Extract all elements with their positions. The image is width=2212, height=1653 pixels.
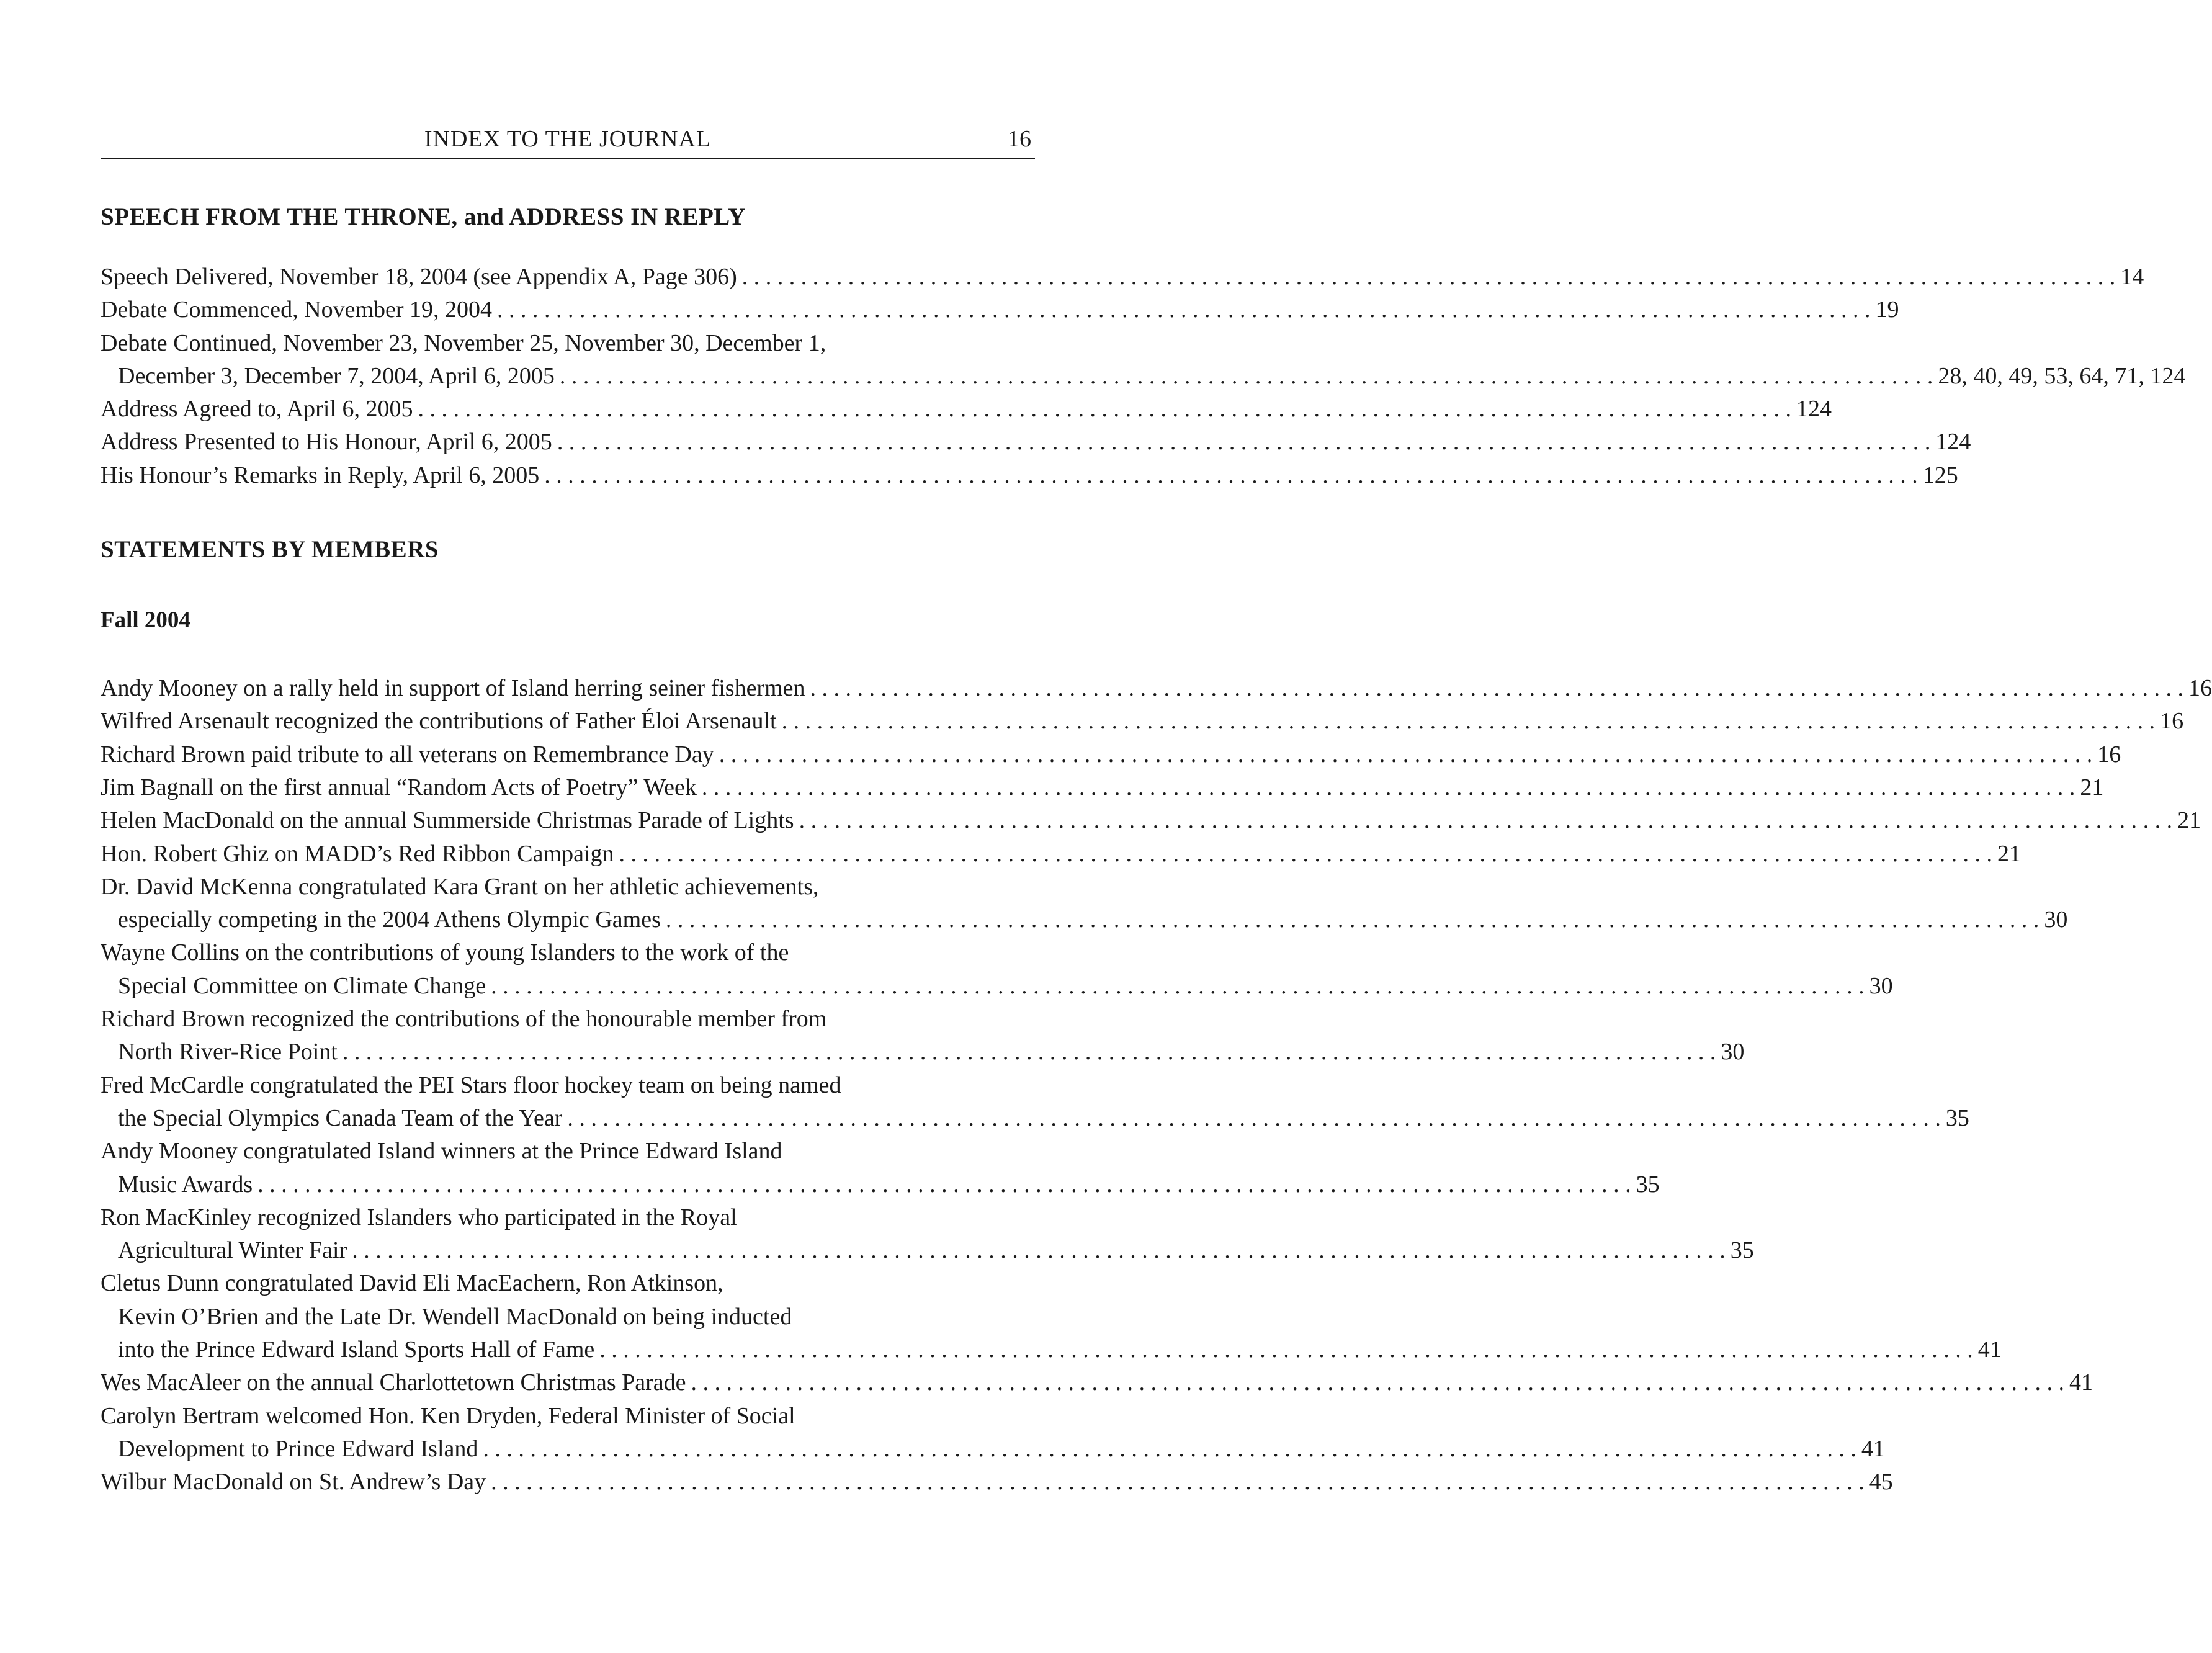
- dot-leader: [478, 1433, 1861, 1466]
- index-entry: [101, 738, 2121, 771]
- entry-line: [101, 1267, 1035, 1300]
- entry-line: [101, 1201, 1035, 1234]
- entry-text: into the Prince Edward Island Sports Hall of Fame: [118, 1337, 595, 1363]
- entry-page-ref: 30: [2044, 907, 2068, 933]
- index-entry: [101, 426, 1971, 459]
- entry-line: [101, 1400, 1035, 1433]
- entry-page-ref: 16: [2160, 708, 2184, 735]
- entry-line: [101, 804, 2201, 837]
- entry-line: [101, 426, 1971, 459]
- entry-page-ref: 35: [1636, 1171, 1660, 1198]
- entry-line: [101, 903, 2068, 936]
- index-entry: [101, 672, 2212, 705]
- index-entry: [101, 1267, 2002, 1366]
- entry-text: Wayne Collins on the contributions of young Islanders to the work of the: [101, 939, 789, 966]
- dot-leader: [794, 804, 2178, 837]
- entry-page-ref: 35: [1945, 1104, 1969, 1131]
- entry-line: [101, 738, 2121, 771]
- entry-text: Cletus Dunn congratulated David Eli MacEachern, Ron Atkinson,: [101, 1270, 723, 1297]
- dot-leader: [253, 1168, 1636, 1201]
- index-entry: [101, 293, 1899, 326]
- statement-entry-list: [101, 672, 2212, 1498]
- dot-leader: [413, 393, 1796, 426]
- entry-line: [101, 1069, 1035, 1102]
- entry-text: December 3, December 7, 2004, April 6, 2005: [118, 362, 555, 389]
- index-entry: [101, 1366, 2093, 1399]
- dot-leader: [777, 705, 2161, 738]
- entry-page-ref: 125: [1922, 462, 1958, 488]
- index-entry: [101, 1135, 1660, 1201]
- entry-page-ref: 41: [1861, 1435, 1885, 1462]
- index-entry: [101, 838, 2022, 871]
- entry-line: [101, 1301, 1035, 1333]
- entry-text: the Special Olympics Canada Team of the Year: [118, 1104, 563, 1131]
- entry-text: Fred McCardle congratulated the PEI Stars floor hockey team on being named: [101, 1072, 841, 1098]
- entry-text: Kevin O’Brien and the Late Dr. Wendell MacDonald on being inducted: [118, 1303, 792, 1330]
- dot-leader: [562, 1102, 1946, 1135]
- dot-leader: [714, 738, 2098, 771]
- entry-text: Andy Mooney on a rally held in support of Island herring seiner fishermen: [101, 675, 805, 702]
- entry-text: Jim Bagnall on the first annual “Random Acts of Poetry” Week: [101, 774, 697, 800]
- entry-line: [101, 1102, 1969, 1135]
- entry-line: [101, 838, 2022, 871]
- entry-line: [101, 393, 1832, 426]
- index-entry: [101, 261, 2144, 293]
- section-title-speech: SPEECH FROM THE THRONE, and ADDRESS IN REPLY: [101, 204, 746, 230]
- entry-line: [101, 293, 1899, 326]
- entry-line: [101, 970, 1893, 1003]
- index-entry: [101, 1201, 1754, 1268]
- index-entry: [101, 936, 1893, 1003]
- section-title-statements: STATEMENTS BY MEMBERS: [101, 536, 439, 563]
- entry-text: North River-Rice Point: [118, 1039, 338, 1065]
- entry-text: Wilbur MacDonald on St. Andrew’s Day: [101, 1469, 486, 1495]
- dot-leader: [555, 360, 1938, 393]
- entry-line: [101, 936, 1035, 969]
- subsection-title: Fall 2004: [101, 607, 190, 634]
- dot-leader: [347, 1234, 1731, 1267]
- entry-line: [101, 1333, 2002, 1366]
- entry-line: [101, 261, 2144, 293]
- entry-line: [101, 1466, 1893, 1498]
- entry-page-ref: 28, 40, 49, 53, 64, 71, 124: [1938, 362, 2186, 389]
- entry-page-ref: 21: [2177, 807, 2201, 834]
- entry-page-ref: 35: [1730, 1237, 1754, 1264]
- entry-page-ref: 30: [1869, 972, 1893, 999]
- entry-text: Wes MacAleer on the annual Charlottetown Christmas Parade: [101, 1369, 686, 1396]
- dot-leader: [539, 459, 1923, 492]
- entry-text: Debate Continued, November 23, November 25, November 30, December 1,: [101, 329, 826, 356]
- entry-text: Music Awards: [118, 1171, 253, 1198]
- dot-leader: [737, 261, 2121, 293]
- entry-text: Special Committee on Climate Change: [118, 972, 486, 999]
- entry-line: [101, 1168, 1660, 1201]
- dot-leader: [686, 1366, 2070, 1399]
- entry-text: Helen MacDonald on the annual Summerside Christmas Parade of Lights: [101, 807, 794, 834]
- entry-text: Debate Commenced, November 19, 2004: [101, 297, 493, 323]
- index-entry: [101, 771, 2104, 804]
- entry-page-ref: 30: [1721, 1039, 1745, 1065]
- entry-line: [101, 1366, 2093, 1399]
- entry-line: [101, 771, 2104, 804]
- entry-text: Address Presented to His Honour, April 6, 2005: [101, 429, 552, 455]
- dot-leader: [661, 903, 2044, 936]
- index-entry: [101, 1003, 1745, 1069]
- entry-text: His Honour’s Remarks in Reply, April 6, 2005: [101, 462, 540, 488]
- running-header: [101, 123, 1035, 159]
- entry-text: Hon. Robert Ghiz on MADD’s Red Ribbon Campaign: [101, 840, 614, 867]
- entry-text: Richard Brown paid tribute to all veterans on Remembrance Day: [101, 741, 714, 768]
- entry-line: [101, 1003, 1035, 1036]
- index-entry: [101, 459, 1958, 492]
- index-page: [101, 123, 2212, 1499]
- entry-text: Speech Delivered, November 18, 2004 (see Appendix A, Page 306): [101, 264, 737, 290]
- index-entry: [101, 1400, 1885, 1466]
- index-entry: [101, 804, 2201, 837]
- entry-page-ref: 16: [2097, 741, 2121, 768]
- entry-line: [101, 327, 1035, 360]
- dot-leader: [614, 838, 1998, 871]
- entry-page-ref: 21: [1997, 840, 2022, 867]
- entry-line: [101, 1433, 1885, 1466]
- entry-line: [101, 1036, 1745, 1068]
- index-entry: [101, 705, 2184, 738]
- dot-leader: [697, 771, 2080, 804]
- entry-text: Address Agreed to, April 6, 2005: [101, 396, 413, 423]
- entry-text: Andy Mooney congratulated Island winners at the Prince Edward Island: [101, 1138, 782, 1165]
- entry-line: [101, 1135, 1035, 1168]
- entry-line: [101, 871, 1035, 903]
- entry-page-ref: 21: [2080, 774, 2104, 800]
- entry-text: Richard Brown recognized the contributions of the honourable member from: [101, 1006, 827, 1033]
- entry-line: [101, 705, 2184, 738]
- entry-line: [101, 459, 1958, 492]
- header-title: INDEX TO THE JOURNAL: [424, 126, 712, 152]
- entry-line: [101, 360, 2186, 393]
- entry-text: Wilfred Arsenault recognized the contributions of Father Éloi Arsenault: [101, 708, 777, 735]
- speech-entry-list: [101, 261, 2186, 492]
- dot-leader: [486, 970, 1869, 1003]
- index-entry: [101, 393, 1832, 426]
- page-number: 16: [1008, 126, 1031, 152]
- entry-text: especially competing in the 2004 Athens Olympic Games: [118, 907, 661, 933]
- entry-text: Dr. David McKenna congratulated Kara Grant on her athletic achievements,: [101, 873, 819, 900]
- entry-page-ref: 41: [1977, 1337, 2002, 1363]
- index-entry: [101, 327, 2186, 393]
- entry-line: [101, 1234, 1754, 1267]
- entry-text: Development to Prince Edward Island: [118, 1435, 478, 1462]
- index-entry: [101, 1466, 1893, 1498]
- entry-text: Carolyn Bertram welcomed Hon. Ken Dryden, Federal Minister of Social: [101, 1402, 795, 1429]
- index-entry: [101, 1069, 1969, 1136]
- dot-leader: [338, 1036, 1721, 1068]
- entry-page-ref: 16: [2188, 675, 2212, 702]
- entry-text: Ron MacKinley recognized Islanders who participated in the Royal: [101, 1204, 737, 1230]
- entry-page-ref: 41: [2069, 1369, 2093, 1396]
- entry-page-ref: 124: [1796, 396, 1832, 423]
- dot-leader: [552, 426, 1936, 459]
- entry-page-ref: 14: [2120, 264, 2144, 290]
- dot-leader: [486, 1466, 1869, 1498]
- index-entry: [101, 871, 2068, 937]
- entry-text: Agricultural Winter Fair: [118, 1237, 347, 1264]
- dot-leader: [805, 672, 2189, 705]
- dot-leader: [492, 293, 1876, 326]
- entry-page-ref: 45: [1869, 1469, 1893, 1495]
- entry-page-ref: 124: [1935, 429, 1971, 455]
- dot-leader: [594, 1333, 1978, 1366]
- entry-line: [101, 672, 2212, 705]
- entry-page-ref: 19: [1875, 297, 1899, 323]
